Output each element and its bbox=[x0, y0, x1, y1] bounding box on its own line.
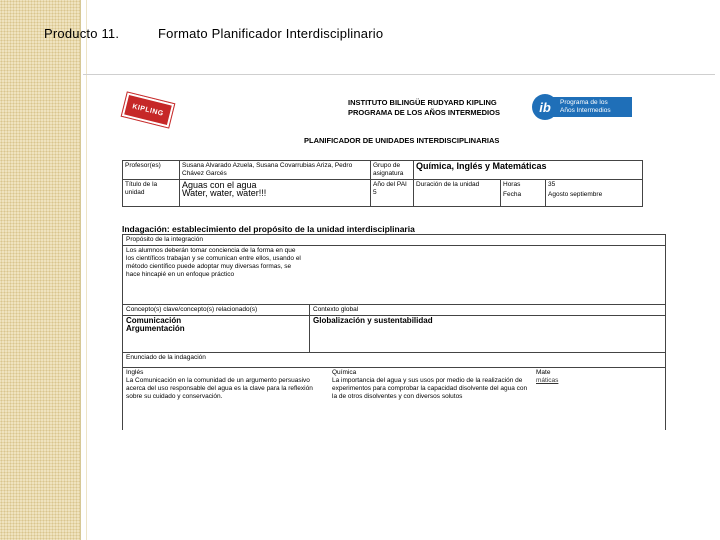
decorative-side-strip bbox=[0, 0, 81, 540]
inquiry-table bbox=[122, 234, 666, 430]
group-value: Química, Inglés y Matemáticas bbox=[414, 161, 643, 180]
program-name: PROGRAMA DE LOS AÑOS INTERMEDIOS bbox=[348, 108, 500, 117]
ib-mark: ib bbox=[532, 94, 558, 120]
institute-name: INSTITUTO BILINGÜE RUDYARD KIPLING bbox=[348, 98, 497, 107]
date-label: Fecha bbox=[503, 191, 522, 198]
purpose-label: Propósito de la integración bbox=[123, 235, 666, 246]
math-statement bbox=[536, 369, 626, 401]
english-label: Inglés bbox=[126, 369, 144, 376]
ib-line-1: Programa de los bbox=[560, 99, 608, 106]
math-label: Mate bbox=[536, 369, 551, 376]
decorative-side-line bbox=[86, 0, 87, 540]
key-concepts-label: Concepto(s) clave/concepto(s) relacionado(s) bbox=[123, 305, 310, 316]
concept-communication: Comunicación bbox=[126, 316, 182, 325]
product-label: Producto 11. bbox=[44, 26, 120, 41]
unit-title-en: Water, water, water!!! bbox=[182, 188, 267, 198]
concept-argumentation: Argumentación bbox=[126, 324, 185, 333]
chemistry-label: Química bbox=[332, 369, 357, 376]
purpose-cell bbox=[123, 246, 666, 305]
hours-date-values bbox=[546, 180, 643, 207]
group-label: Grupo de asignatura bbox=[371, 161, 414, 180]
hours-value: 35 bbox=[548, 181, 556, 188]
inquiry-heading: Indagación: establecimiento del propósito de la unidad interdisciplinaria bbox=[122, 224, 415, 234]
date-value: Agosto septiembre bbox=[548, 191, 603, 198]
duration-label: Duración de la unidad bbox=[414, 180, 501, 207]
unit-title-value bbox=[180, 180, 371, 207]
english-statement bbox=[126, 369, 326, 401]
unit-title-label: Título de la unidad bbox=[123, 180, 180, 207]
math-text: máticas bbox=[536, 377, 559, 384]
inquiry-statement-label: Enunciado de la indagación bbox=[123, 353, 666, 368]
kipling-logo: KIPLING bbox=[122, 93, 174, 128]
pai-year-label: Año del PAI bbox=[373, 181, 407, 188]
ib-logo bbox=[532, 94, 642, 122]
hours-label: Horas bbox=[503, 181, 521, 188]
key-concepts-value bbox=[123, 316, 310, 353]
professor-value: Susana Alvarado Azuela, Susana Covarrubias Ariza, Pedro Chávez Garcés bbox=[180, 161, 371, 180]
ib-line-2: Años Intermedios bbox=[560, 107, 611, 114]
pai-year-cell bbox=[371, 180, 414, 207]
chemistry-statement bbox=[332, 369, 528, 401]
chemistry-text: La importancia del agua y sus usos por medio de la realización de experimentos para comprobar la capacidad disolvente del agua con la de otros disolventes y con diversos solutos bbox=[332, 377, 528, 400]
unit-info-table bbox=[122, 160, 643, 207]
planner-title: PLANIFICADOR DE UNIDADES INTERDISCIPLINARIAS bbox=[304, 136, 500, 145]
purpose-text: Los alumnos deberán tomar conciencia de la forma en que los científicos trabajan y se comunican entre ellos, usando el método científico puede adoptar muy diversas formas, se hace hincapié en un enfoque práctico bbox=[126, 247, 301, 278]
global-context-value: Globalización y sustentabilidad bbox=[310, 316, 666, 353]
professor-label: Profesor(es) bbox=[123, 161, 180, 180]
format-title: Formato Planificador Interdisciplinario bbox=[158, 26, 384, 41]
global-context-label: Contexto global bbox=[310, 305, 666, 316]
ib-program-box bbox=[552, 97, 632, 117]
english-text: La Comunicación en la comunidad de un argumento persuasivo acerca del uso responsable del agua es la clave para la reflexión sobre su cuidado y conservación. bbox=[126, 377, 313, 400]
institute-header bbox=[348, 98, 500, 118]
hours-date-labels bbox=[501, 180, 546, 207]
title-divider bbox=[83, 74, 715, 75]
planner-document bbox=[118, 88, 670, 448]
inquiry-statement-cell bbox=[123, 368, 666, 431]
pai-year-value: 5 bbox=[373, 189, 377, 196]
unit-title-es: Aguas con el agua bbox=[182, 180, 257, 190]
